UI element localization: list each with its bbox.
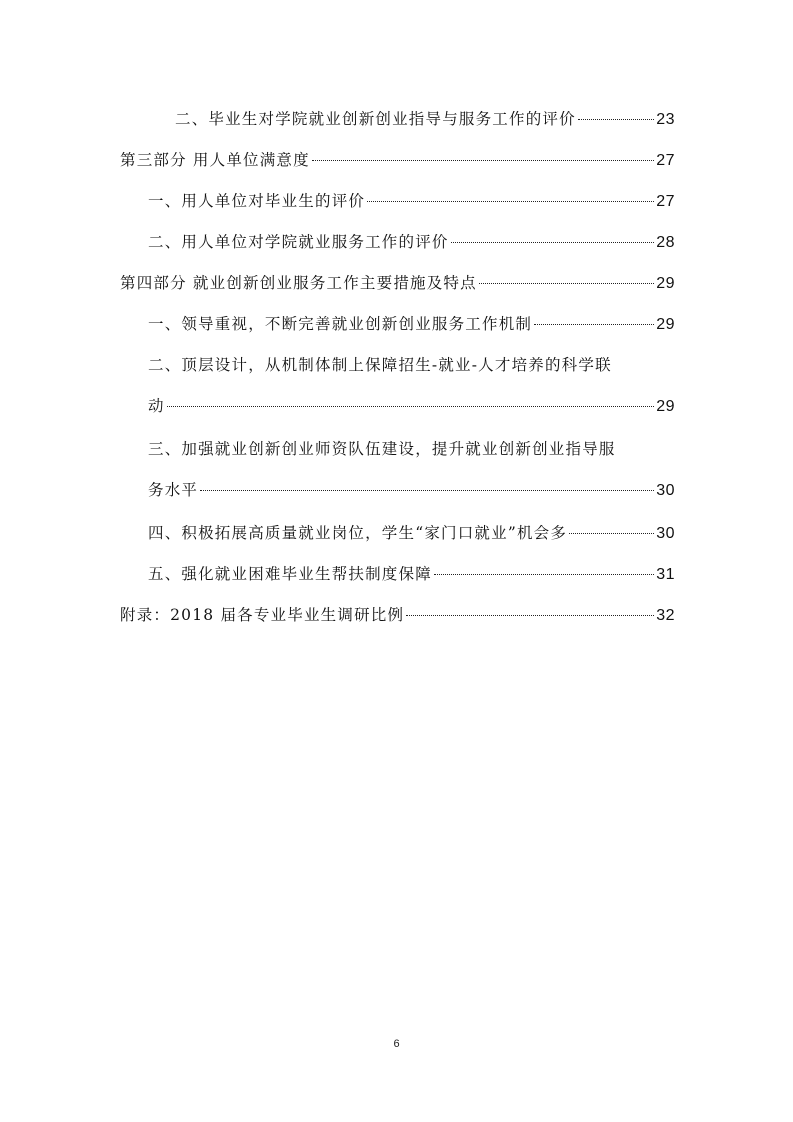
- page-number: 6: [393, 1038, 400, 1050]
- toc-entry-title: 附录：2018 届各专业毕业生调研比例: [120, 606, 405, 624]
- dot-leader: [479, 281, 654, 284]
- toc-entry-page: 29: [656, 316, 675, 333]
- toc-entry[interactable]: [0, 350, 793, 420]
- toc-entry-page: 29: [656, 275, 675, 292]
- toc-entry[interactable]: [0, 268, 793, 298]
- toc-entry-title: 一、领导重视，不断完善就业创新创业服务工作机制: [148, 315, 533, 333]
- toc-entry-page: 31: [656, 566, 675, 583]
- dot-leader: [406, 613, 654, 616]
- toc-entry[interactable]: [0, 104, 793, 134]
- dot-leader: [578, 117, 654, 120]
- dot-leader: [167, 404, 655, 407]
- toc-entry-page: 27: [656, 152, 675, 169]
- dot-leader: [569, 531, 654, 534]
- toc-entry-title: 第四部分 就业创新创业服务工作主要措施及特点: [120, 274, 477, 292]
- toc-entry[interactable]: [0, 145, 793, 175]
- toc-entry-page: 30: [656, 525, 675, 542]
- toc-entry-title-continued: 务水平: [148, 481, 199, 499]
- toc-entry-title-continued: 动: [148, 397, 165, 415]
- dot-leader: [534, 322, 654, 325]
- dot-leader: [200, 488, 654, 491]
- toc-entry-title: 三、加强就业创新创业师资队伍建设，提升就业创新创业指导服: [148, 440, 616, 458]
- toc-entry-page: 32: [656, 607, 675, 624]
- toc-entry-title: 二、顶层设计，从机制体制上保障招生-就业-人才培养的科学联: [148, 356, 612, 374]
- toc-entry-page: 27: [656, 193, 675, 210]
- dot-leader: [312, 158, 654, 161]
- toc-entry[interactable]: [0, 518, 793, 548]
- toc-entry-title: 五、强化就业困难毕业生帮扶制度保障: [148, 565, 432, 583]
- toc-entry-title: 二、用人单位对学院就业服务工作的评价: [148, 233, 449, 251]
- dot-leader: [367, 199, 654, 202]
- toc-entry[interactable]: [0, 309, 793, 339]
- toc-entry-title: 二、毕业生对学院就业创新创业指导与服务工作的评价: [175, 110, 576, 128]
- dot-leader: [451, 240, 655, 243]
- toc-entry-title: 一、用人单位对毕业生的评价: [148, 192, 366, 210]
- toc-entry[interactable]: [0, 434, 793, 504]
- toc-entry-title: 第三部分 用人单位满意度: [120, 151, 310, 169]
- toc-entry-page: 30: [656, 482, 675, 499]
- toc-entry-page: 29: [656, 398, 675, 415]
- toc-entry[interactable]: [0, 186, 793, 216]
- toc-entry[interactable]: [0, 227, 793, 257]
- toc-entry-page: 28: [656, 234, 675, 251]
- toc-entry[interactable]: [0, 600, 793, 630]
- dot-leader: [434, 572, 654, 575]
- toc-entry-page: 23: [656, 111, 675, 128]
- toc-entry-title: 四、积极拓展高质量就业岗位，学生“家门口就业”机会多: [148, 524, 568, 542]
- toc-entry[interactable]: [0, 559, 793, 589]
